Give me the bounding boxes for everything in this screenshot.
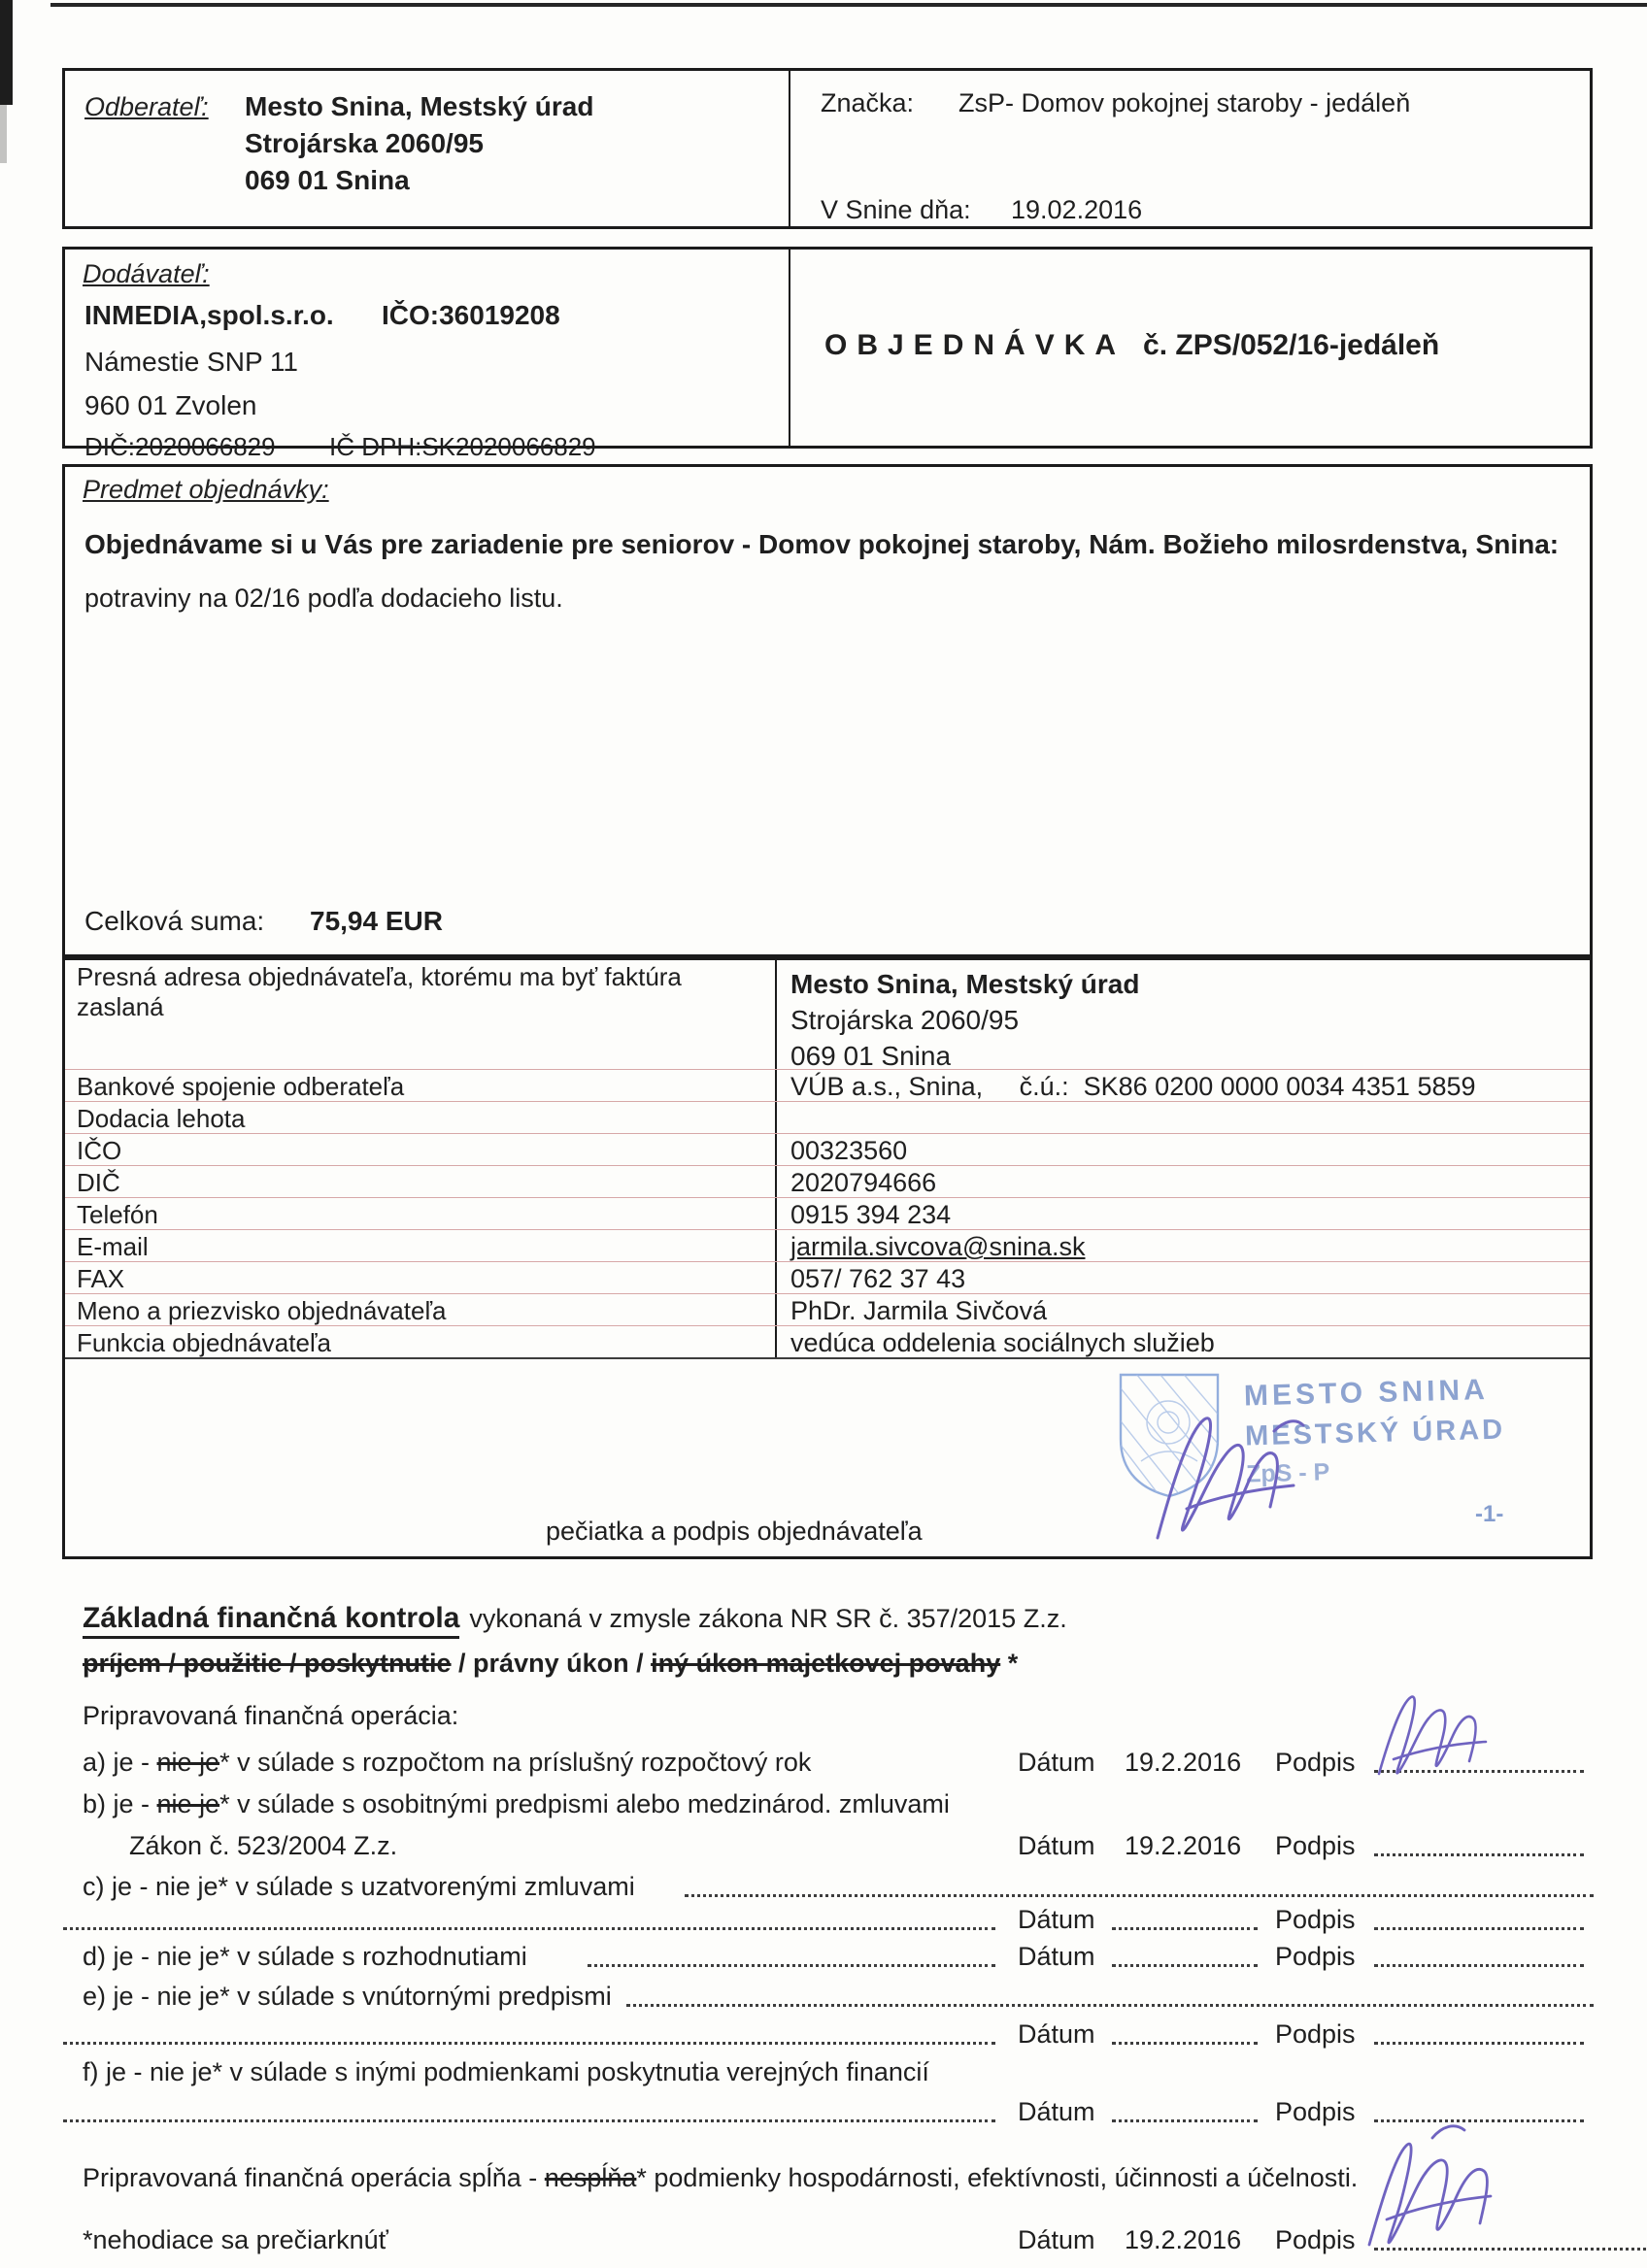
check-item-a: [83, 1748, 1594, 1778]
reference-label: Značka:: [821, 88, 915, 117]
order-number: č. ZPS/052/16-jedáleň: [1143, 329, 1440, 361]
type-normal: / právny úkon /: [451, 1649, 652, 1678]
stamp-line1: MESTO SNINA: [1243, 1373, 1490, 1413]
scan-edge-artifact: [0, 0, 13, 105]
customer-label: Odberateľ:: [84, 92, 209, 121]
subject-label: Predmet objednávky:: [83, 475, 329, 504]
table-row-email: [65, 1229, 1590, 1261]
datum-value: 19.2.2016: [1125, 1831, 1242, 1860]
item-b-rest: * v súlade s osobitnými predpismi alebo medzinárod. zmluvami: [219, 1789, 950, 1818]
stamp-line2: MESTSKÝ ÚRAD: [1244, 1414, 1506, 1452]
row-label: Meno a priezvisko objednávateľa: [65, 1294, 777, 1325]
row-value: PhDr. Jarmila Sivčová: [790, 1296, 1048, 1325]
table-row-fax: [65, 1261, 1590, 1293]
supplier-box: [62, 247, 1593, 461]
table-row-delivery-term: [65, 1101, 1590, 1133]
fill-dotted-line: [63, 2021, 995, 2045]
table-row-phone: [65, 1197, 1590, 1229]
fill-dotted-line: [63, 1907, 995, 1930]
datum-label: Dátum: [1018, 1942, 1095, 1971]
podpis-label: Podpis: [1275, 2019, 1356, 2049]
supplier-name: INMEDIA,spol.s.r.o.: [84, 300, 334, 330]
signature-dotted-line: [1374, 1833, 1584, 1856]
podpis-label: Podpis: [1275, 1748, 1356, 1777]
datum-label: Dátum: [1018, 2019, 1095, 2049]
row-label: Bankové spojenie odberateľa: [65, 1070, 777, 1101]
check-item-f: f) je - nie je* v súlade s inými podmienkami poskytnutia verejných financií: [83, 2057, 929, 2086]
prepared-operation-label: Pripravovaná finančná operácia:: [83, 1701, 459, 1730]
order-title: OBJEDNÁVKA: [824, 329, 1126, 361]
datum-value: 19.2.2016: [1125, 2225, 1242, 2254]
supplier-city: 960 01 Zvolen: [84, 390, 257, 420]
date-dotted-line: [1112, 2021, 1258, 2045]
row-label: FAX: [65, 1262, 777, 1293]
check-item-d: [83, 1942, 1594, 1972]
table-row-dic: [65, 1165, 1590, 1197]
fill-dotted-line: [588, 1944, 995, 1967]
customer-address: [245, 88, 593, 199]
stamp-page-mark: -1-: [1475, 1501, 1504, 1527]
row-value: [777, 960, 1590, 1069]
supplier-street: Námestie SNP 11: [84, 347, 298, 377]
date-dotted-line: [1112, 2099, 1258, 2122]
type-struck-2: iný úkon majetkovej povahy: [651, 1649, 1001, 1678]
fill-dotted-line: [63, 2099, 995, 2122]
check-item-b-law: [83, 1831, 1594, 1861]
item-a-rest: * v súlade s rozpočtom na príslušný rozpočtový rok: [219, 1748, 812, 1777]
item-c-text: c) je - nie je* v súlade s uzatvorenými zmluvami: [83, 1872, 635, 1901]
invoice-address-table: [62, 957, 1593, 1559]
podpis-label: Podpis: [1275, 1905, 1356, 1934]
conclusion-prefix: Pripravovaná finančná operácia spĺňa -: [83, 2163, 545, 2192]
subject-text-line2: potraviny na 02/16 podľa dodacieho listu.: [84, 584, 563, 613]
note-and-final-signature-line: [83, 2225, 1594, 2255]
row-value: [777, 1102, 1590, 1133]
total-label: Celková suma:: [84, 906, 265, 936]
check-item-c: [83, 1872, 1594, 1902]
row-value: 00323560: [790, 1136, 908, 1165]
scan-edge-artifact-fade: [0, 105, 7, 163]
signature-ink-final: [1340, 2118, 1515, 2259]
row-label: Dodacia lehota: [65, 1102, 777, 1133]
customer-address-line: Mesto Snina, Mestský úrad: [245, 91, 594, 121]
date-row: [821, 195, 1142, 225]
customer-address-line: 069 01 Snina: [245, 165, 410, 195]
table-row-ico: [65, 1133, 1590, 1165]
row-label: Telefón: [65, 1198, 777, 1229]
date-value: 19.02.2016: [1011, 195, 1143, 224]
row-value: 0915 394 234: [790, 1200, 952, 1229]
date-dotted-line: [1112, 1907, 1258, 1930]
podpis-label: Podpis: [1275, 2225, 1356, 2254]
row-value: vedúca oddelenia sociálnych služieb: [790, 1328, 1215, 1357]
column-divider: [789, 250, 790, 446]
total-row: [84, 906, 443, 937]
total-value: 75,94 EUR: [310, 906, 443, 936]
row-label: Presná adresa objednávateľa, ktorému ma byť faktúra zaslaná: [65, 960, 777, 1069]
row-value: VÚB a.s., Snina, č.ú.: SK86 0200 0000 0034 4351 5859: [790, 1072, 1476, 1101]
check-item-b: [83, 1789, 1594, 1819]
subject-box: [62, 464, 1593, 957]
financial-control-title-line: [83, 1602, 1594, 1635]
customer-address-line: Strojárska 2060/95: [245, 128, 484, 158]
signature-ink-stamp-area: [1128, 1392, 1352, 1555]
type-struck-1: príjem / použitie / poskytnutie: [83, 1649, 452, 1678]
item-a-prefix: a) je -: [83, 1748, 157, 1777]
table-row-invoice-address: [65, 960, 1590, 1069]
item-a-struck: nie je: [156, 1748, 220, 1777]
order-title-line: [824, 329, 1439, 362]
date-dotted-line: [1112, 1944, 1258, 1967]
item-e-text: e) je - nie je* v súlade s vnútornými predpismi: [83, 1982, 612, 2011]
invoice-address-line: Mesto Snina, Mestský úrad: [790, 969, 1140, 999]
column-divider: [789, 71, 790, 226]
signature-dotted-line: [1374, 1907, 1584, 1930]
invoice-address-line: 069 01 Snina: [790, 1041, 952, 1071]
invoice-address-line: Strojárska 2060/95: [790, 1005, 1020, 1035]
podpis-label: Podpis: [1275, 2097, 1356, 2126]
row-label: DIČ: [65, 1166, 777, 1197]
header-box: [62, 68, 1593, 229]
operation-type-line: [83, 1649, 1594, 1679]
fill-dotted-line: [626, 1984, 1594, 2007]
datum-label: Dátum: [1018, 1831, 1095, 1860]
stamp-line3: ZpS - P: [1245, 1458, 1330, 1488]
datum-label: Dátum: [1018, 2225, 1095, 2254]
podpis-label: Podpis: [1275, 1831, 1356, 1860]
item-b-struck: nie je: [156, 1789, 220, 1818]
datum-label: Dátum: [1018, 2097, 1095, 2126]
stamp-caption: pečiatka a podpis objednávateľa: [546, 1517, 923, 1546]
date-label: V Snine dňa:: [821, 195, 971, 224]
table-row-function: [65, 1325, 1590, 1357]
type-suffix: *: [1000, 1649, 1019, 1678]
conclusion-struck: nespĺňa: [544, 2163, 637, 2192]
scan-top-line-artifact: [50, 3, 1647, 7]
supplier-ic-dph: IČ DPH:SK2020066829: [329, 432, 596, 461]
supplier-dic: DIČ:2020066829: [84, 432, 276, 461]
table-row-name: [65, 1293, 1590, 1325]
item-b-law-text: Zákon č. 523/2004 Z.z.: [129, 1831, 398, 1860]
podpis-label: Podpis: [1275, 1942, 1356, 1971]
table-row-bank: [65, 1069, 1590, 1101]
row-value: 057/ 762 37 43: [790, 1264, 966, 1293]
reference-value: ZsP- Domov pokojnej staroby - jedáleň: [958, 88, 1411, 117]
datum-label: Dátum: [1018, 1905, 1095, 1934]
supplier-label: Dodávateľ:: [83, 259, 210, 288]
supplier-tax-row: [84, 432, 596, 462]
datum-label: Dátum: [1018, 1748, 1095, 1777]
item-d-text: d) je - nie je* v súlade s rozhodnutiami: [83, 1942, 527, 1971]
signature-ink-item-a: [1355, 1682, 1520, 1788]
datum-value: 19.2.2016: [1125, 1748, 1242, 1777]
financial-control-title: Základná finančná kontrola: [83, 1602, 459, 1639]
supplier-name-row: [84, 300, 560, 331]
supplier-ico: IČO:36019208: [382, 300, 560, 330]
financial-control-title-rest: vykonaná v zmysle zákona NR SR č. 357/2015 Z.z.: [469, 1604, 1067, 1633]
conclusion-rest: * podmienky hospodárnosti, efektívnosti, účinnosti a účelnosti.: [636, 2163, 1359, 2192]
signature-dotted-line: [1374, 1944, 1584, 1967]
row-label: IČO: [65, 1134, 777, 1165]
row-value-email: jarmila.sivcova@snina.sk: [790, 1232, 1086, 1261]
row-value: 2020794666: [790, 1168, 937, 1197]
strike-note: *nehodiace sa prečiarknúť: [83, 2225, 388, 2254]
reference-row: [821, 88, 1410, 118]
row-label: E-mail: [65, 1230, 777, 1261]
fill-dotted-line: [685, 1874, 1594, 1897]
stamp-and-signature-cell: [65, 1357, 1590, 1556]
check-item-e: [83, 1982, 1594, 2012]
item-b-prefix: b) je -: [83, 1789, 157, 1818]
signature-dotted-line: [1374, 2021, 1584, 2045]
subject-text-line1: Objednávame si u Vás pre zariadenie pre seniorov - Domov pokojnej staroby, Nám. Božieho milosrdenstva, Snina:: [84, 529, 1560, 559]
row-label: Funkcia objednávateľa: [65, 1326, 777, 1357]
